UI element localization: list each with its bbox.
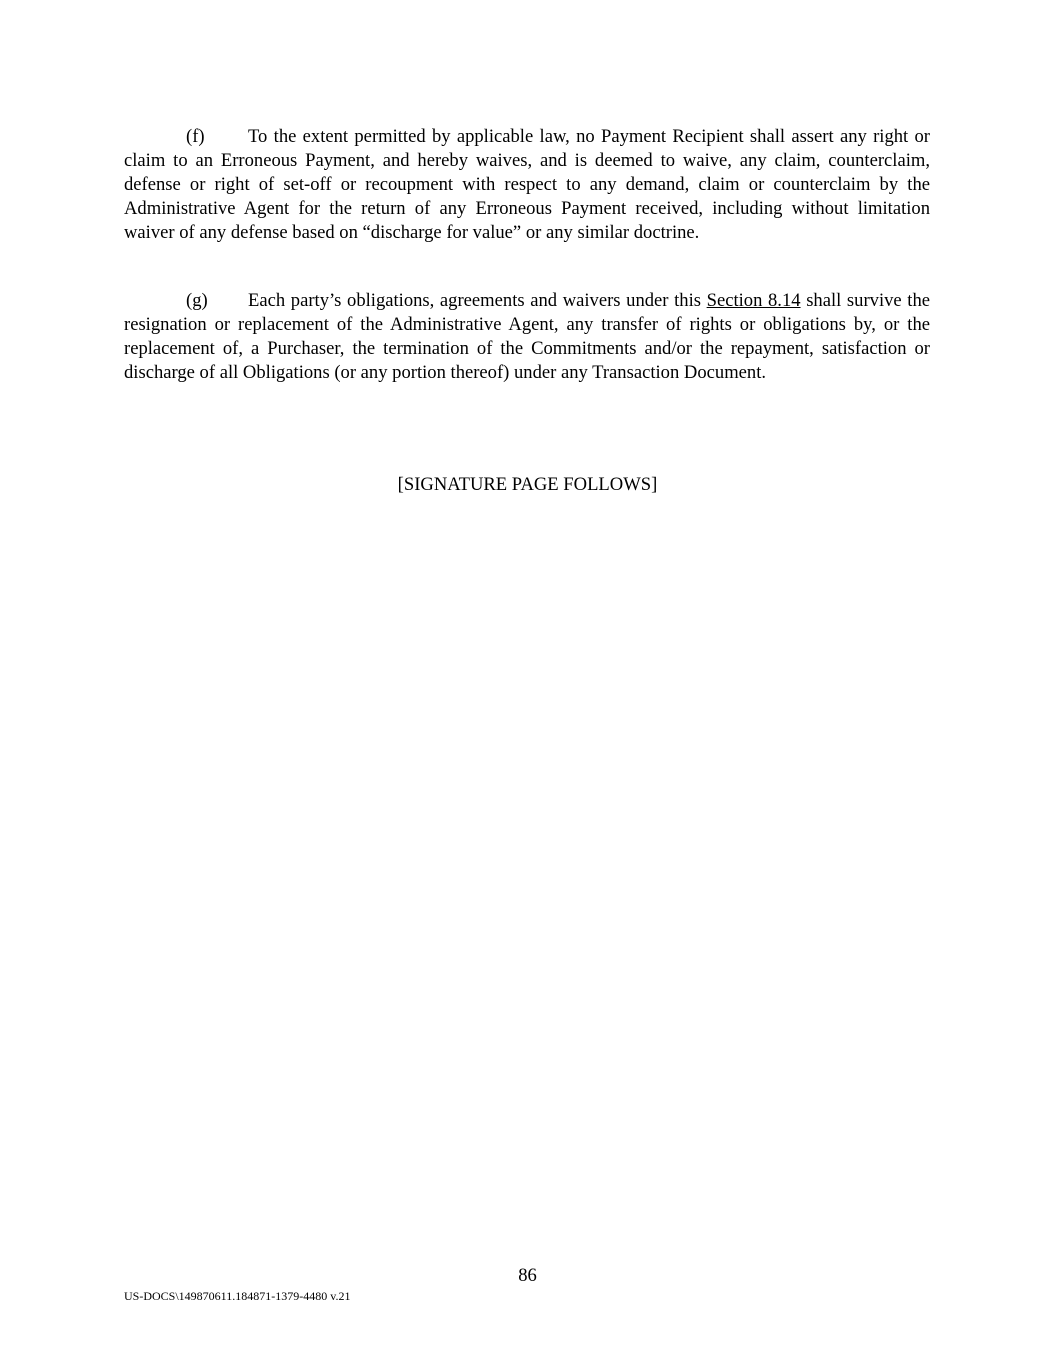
paragraph-f xyxy=(124,125,930,245)
page-number: 86 xyxy=(518,1265,537,1286)
signature-page-notice: [SIGNATURE PAGE FOLLOWS] xyxy=(397,474,658,495)
paragraph-f-text: To the extent permitted by applicable law, no Payment Recipient shall assert any right or claim to an Erroneous Payment, and hereby waives, and is deemed to waive, any claim, counterclaim, defense or right of set-off or recoupment with respect to any demand, claim or counterclaim by the Administrative Agent for the return of any Erroneous Payment received, including without limitation waiver of any defense based on “discharge for value” or any similar doctrine. xyxy=(124,126,930,243)
paragraph-g-label: (g) xyxy=(186,290,208,311)
footer-document-id: US-DOCS\149870611.184871-1379-4480 v.21 xyxy=(124,1289,351,1303)
paragraph-g-text-after: shall survive the resignation or replacement of the Administrative Agent, any transfer of rights or obligations by, or the replacement of, a Purchaser, the termination of the Commitments and/or the repayment, satisfaction or discharge of all Obligations (or any portion thereof) under any Transaction Document. xyxy=(124,290,931,383)
section-reference-link: Section 8.14 xyxy=(706,290,801,311)
paragraph-g-text-before: Each party’s obligations, agreements and waivers under this xyxy=(248,290,707,311)
paragraph-g xyxy=(124,289,930,385)
paragraph-f-label: (f) xyxy=(186,126,205,147)
